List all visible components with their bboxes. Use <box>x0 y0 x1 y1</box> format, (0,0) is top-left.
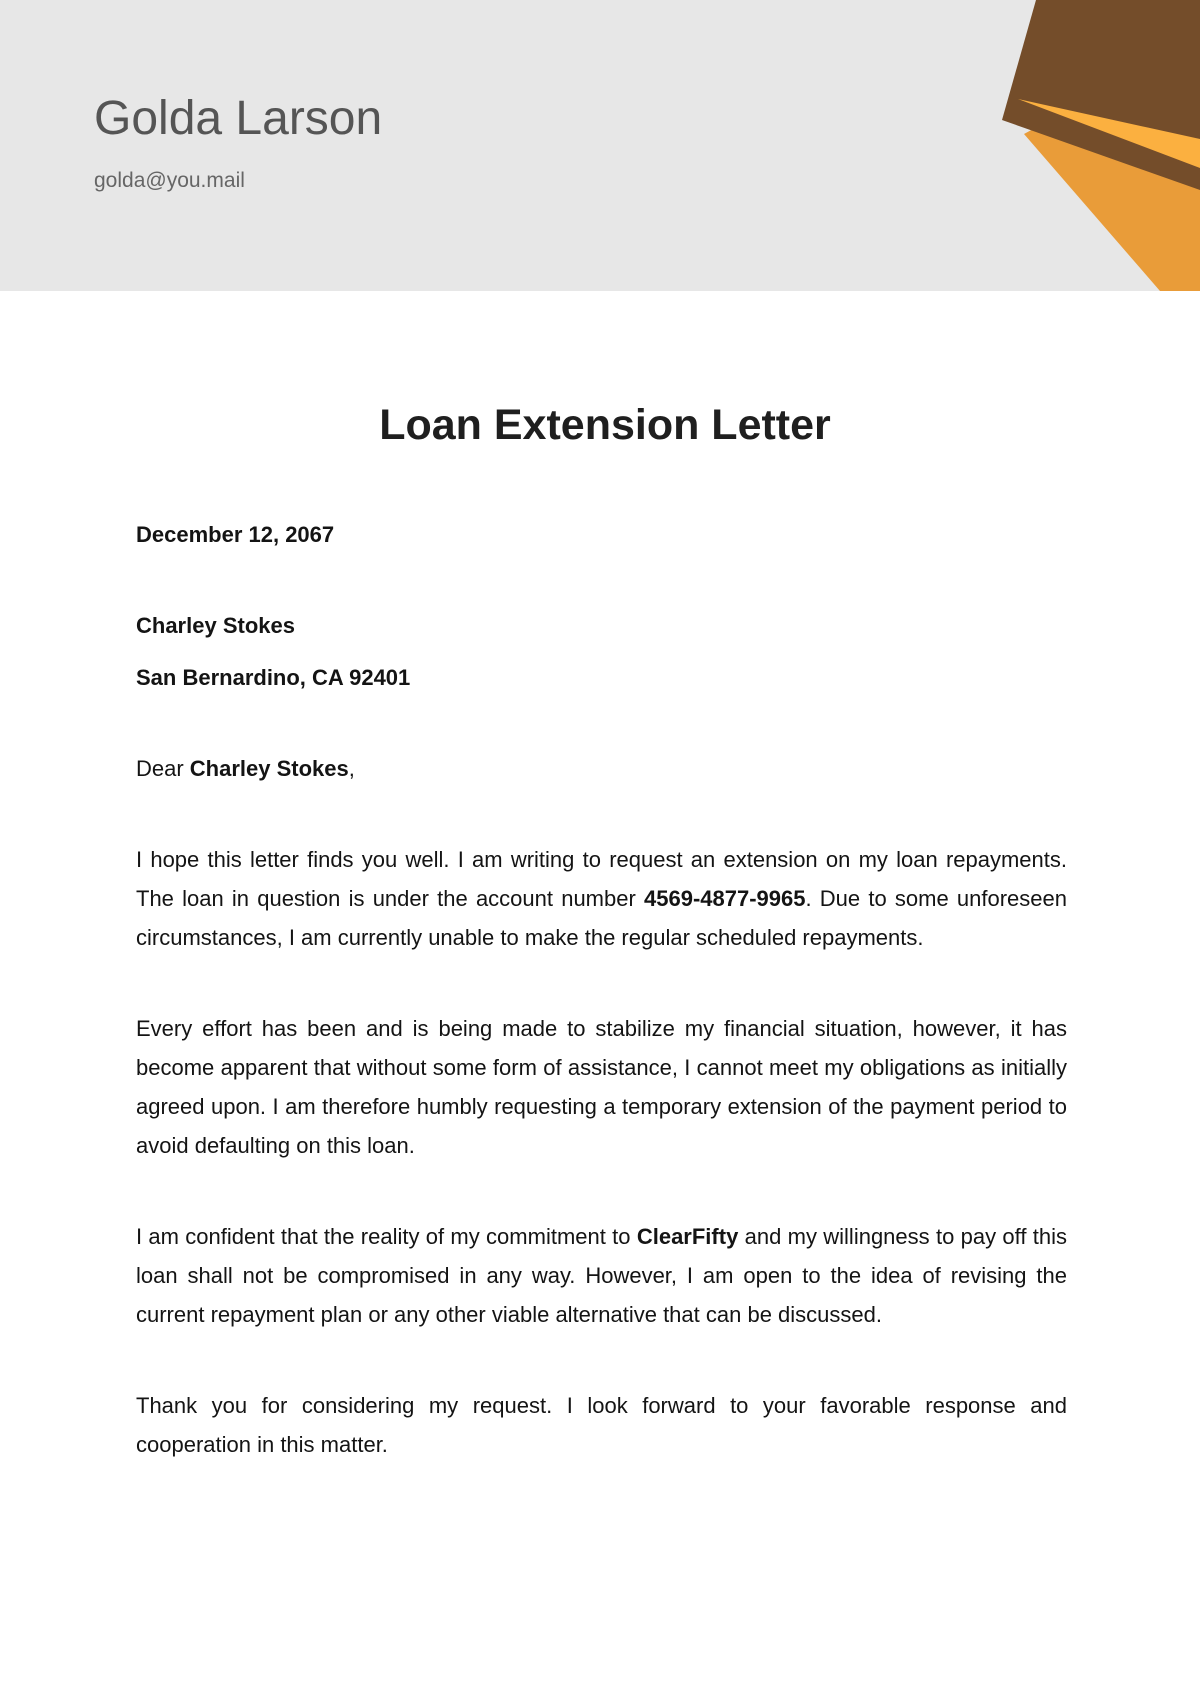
paragraph-4: Thank you for considering my request. I look forward to your favorable response and cooperation in this matter. <box>136 1393 1067 1457</box>
letterhead <box>0 0 1200 291</box>
paragraph-1-text-b: . Due to some unforeseen circumstances, I am currently unable to make the regular scheduled repayments. <box>136 886 1067 950</box>
salutation-prefix: Dear <box>136 756 190 781</box>
letter-date: December 12, 2067 <box>136 522 335 547</box>
sender-name: Golda Larson <box>94 92 383 145</box>
paragraph-3 <box>136 1217 1067 1334</box>
salutation-name: Charley Stokes <box>189 756 349 781</box>
paragraph-1-text-a: I hope this letter finds you well. I am writing to request an extension on my loan repayments. The loan in question is under the account number <box>136 847 1067 911</box>
paragraph-2: Every effort has been and is being made to stabilize my financial situation, however, it has become apparent that without some form of assistance, I cannot meet my obligations as initially agreed upon. I am therefore humbly requesting a temporary extension of the payment period to avoid defaulting on this loan. <box>136 1016 1067 1158</box>
letter-title: Loan Extension Letter <box>379 401 831 449</box>
salutation-suffix: , <box>348 756 355 781</box>
recipient-address: San Bernardino, CA 92401 <box>136 665 411 690</box>
account-number: 4569-4877-9965 <box>644 886 806 911</box>
recipient-name: Charley Stokes <box>136 613 295 638</box>
letter-body <box>136 515 1067 1464</box>
paragraph-3-text-b: and my willingness to pay off this loan shall not be compromised in any way. However, I am open to the idea of revising the current repayment plan or any other viable alternative that can be discussed. <box>136 1224 1067 1327</box>
sender-email: golda@you.mail <box>94 169 245 192</box>
company-name: ClearFifty <box>636 1224 739 1249</box>
paragraph-1 <box>136 840 1067 957</box>
paragraph-3-text-a: I am confident that the reality of my commitment to <box>136 1224 637 1249</box>
salutation <box>136 749 1067 788</box>
